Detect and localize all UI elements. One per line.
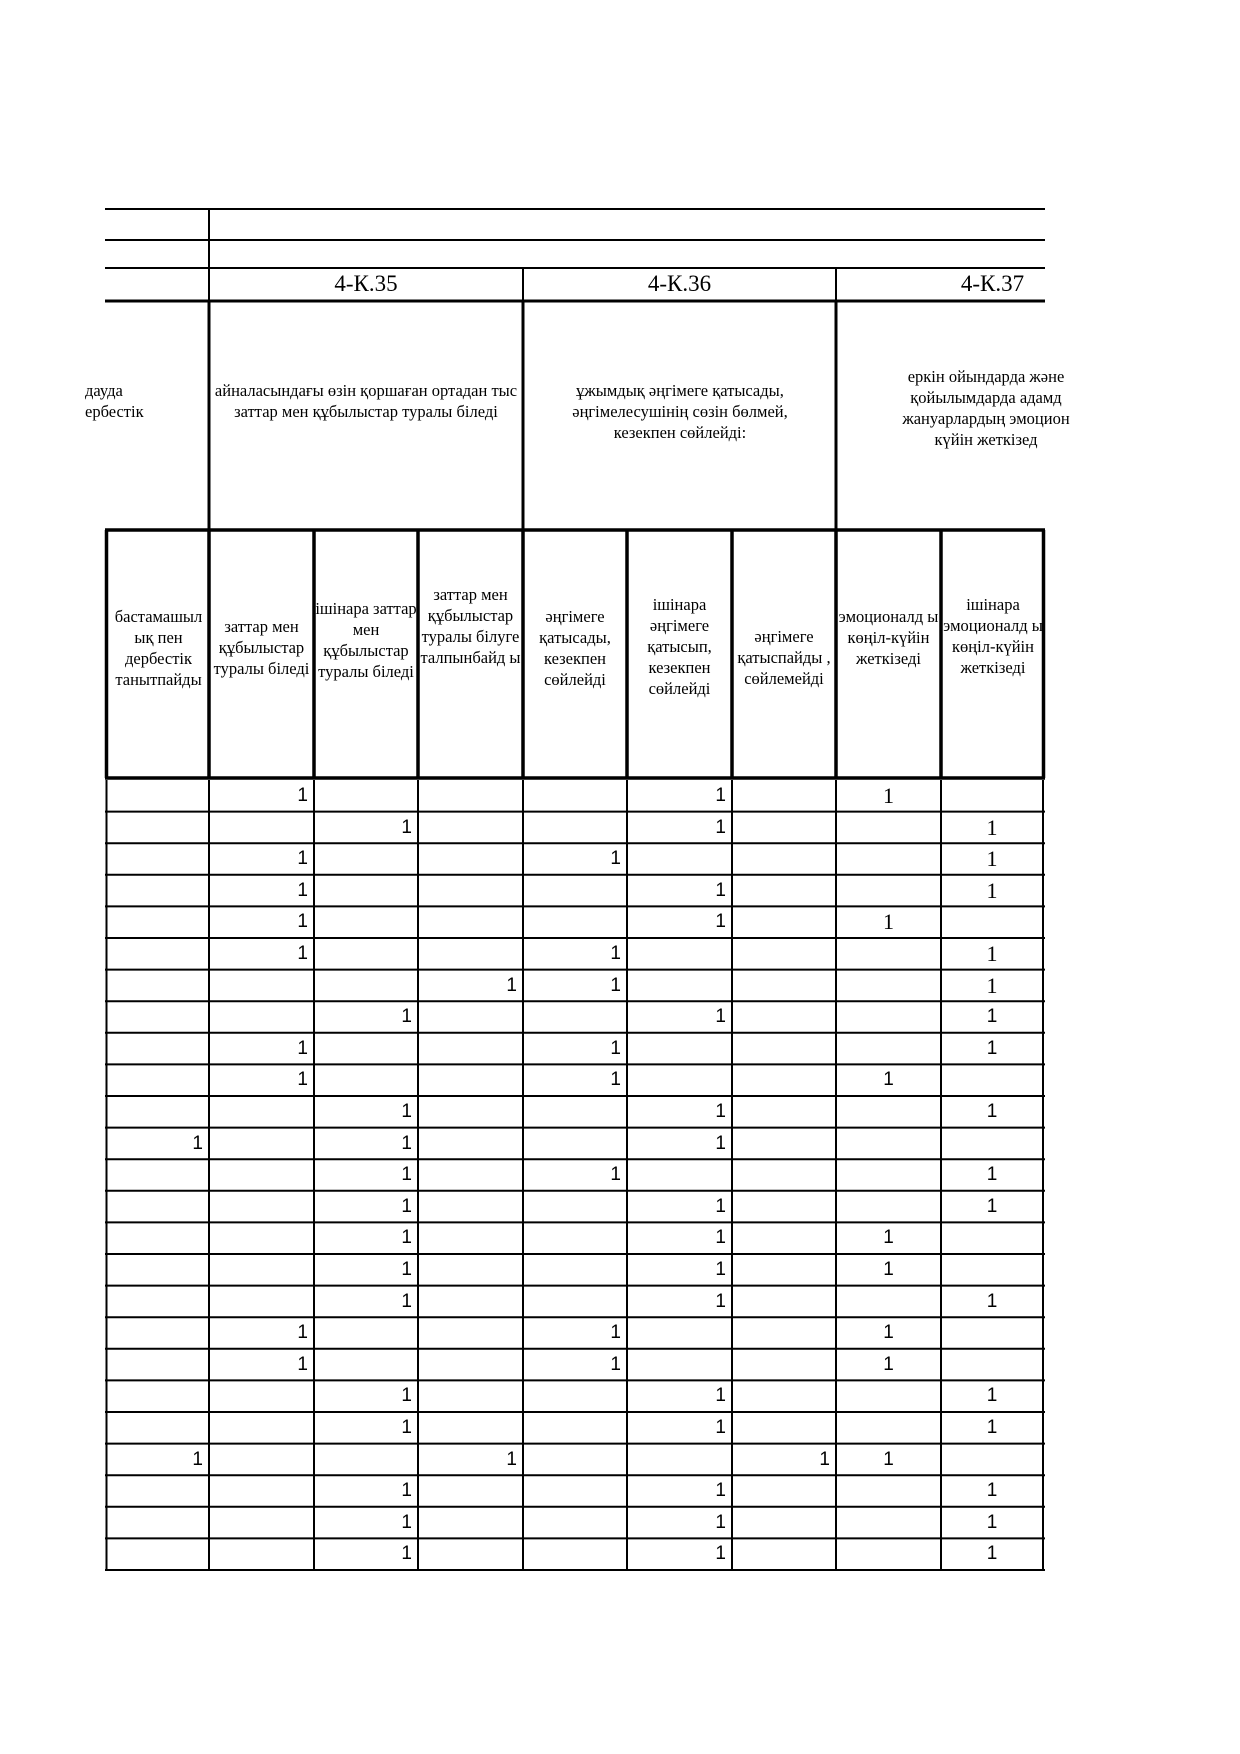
level-label-4: әңгімеге қатысады, кезекпен сөйлейді bbox=[539, 607, 611, 690]
table-cell: 1 bbox=[715, 1417, 726, 1438]
table-cell: 1 bbox=[986, 972, 998, 998]
table-cell: 1 bbox=[401, 1417, 412, 1438]
table-cell: 1 bbox=[506, 1448, 517, 1470]
table-cell: 1 bbox=[297, 879, 308, 901]
table-cell: 1 bbox=[610, 1037, 621, 1059]
level-label-3: заттар мен құбылыстар туралы білуге талпынбайд ы bbox=[420, 585, 521, 668]
table-cell: 1 bbox=[715, 1543, 726, 1565]
table-cell: 1 bbox=[401, 1480, 412, 1502]
table-cell: 1 bbox=[986, 1006, 998, 1028]
table-cell: 1 bbox=[297, 1069, 308, 1091]
table-cell: 1 bbox=[715, 785, 726, 806]
table-cell: 1 bbox=[610, 974, 621, 996]
table-cell: 1 bbox=[297, 1037, 308, 1059]
table-cell: 1 bbox=[986, 1480, 998, 1502]
code-k36: 4-К.36 bbox=[647, 271, 712, 296]
table-cell: 1 bbox=[297, 911, 308, 933]
table-cell: 1 bbox=[883, 909, 894, 935]
code-k35: 4-К.35 bbox=[334, 271, 398, 296]
table-cell: 1 bbox=[297, 1353, 308, 1375]
table-cell: 1 bbox=[715, 1259, 726, 1280]
table-cell: 1 bbox=[883, 1259, 894, 1280]
level-label-5: ішінара әңгімеге қатысып, кезекпен сөйлейді bbox=[647, 595, 712, 699]
level-label-2: ішінара заттар мен құбылыстар туралы біледі bbox=[315, 599, 417, 682]
table-cell: 1 bbox=[297, 848, 308, 870]
criterion-k35: айналасындағы өзін қоршаған ортадан тыс заттар мен құбылыстар туралы біледі bbox=[214, 381, 518, 422]
table-cell: 1 bbox=[986, 941, 998, 966]
level-label-6: әңгімеге қатыспайды , сөйлемейді bbox=[737, 627, 831, 689]
table-cell: 1 bbox=[883, 1353, 894, 1375]
code-k37: 4-К.37 bbox=[960, 271, 1025, 296]
table-cell: 1 bbox=[715, 879, 726, 901]
table-cell: 1 bbox=[297, 943, 308, 964]
criterion-k37: еркін ойындарда және қойылымдарда адамд жануарлардың эмоцион күйін жеткізед bbox=[902, 367, 1070, 450]
table-cell: 1 bbox=[297, 785, 308, 806]
table-cell: 1 bbox=[715, 911, 726, 933]
table-cell: 1 bbox=[883, 1227, 894, 1249]
table-cell: 1 bbox=[986, 846, 998, 872]
table-cell: 1 bbox=[715, 1290, 726, 1312]
table-cell: 1 bbox=[610, 1164, 621, 1186]
table-cell: 1 bbox=[401, 1385, 412, 1407]
table-cell: 1 bbox=[401, 1164, 412, 1186]
table-cell: 1 bbox=[986, 1290, 998, 1312]
table-cell: 1 bbox=[715, 1227, 726, 1249]
table-cell: 1 bbox=[986, 1037, 998, 1059]
table-cell: 1 bbox=[986, 1101, 998, 1122]
level-label-1: заттар мен құбылыстар туралы біледі bbox=[213, 617, 310, 679]
criterion-k36: ұжымдық әңгімеге қатысады, әңгімелесушінің сөзін бөлмей, кезекпен сөйлейді: bbox=[572, 381, 788, 443]
table-cell: 1 bbox=[986, 1511, 998, 1533]
table-cell: 1 bbox=[610, 848, 621, 870]
table-cell: 1 bbox=[506, 974, 517, 996]
table-cell: 1 bbox=[986, 1543, 998, 1565]
assessment-table bbox=[85, 208, 1070, 1628]
table-cell: 1 bbox=[715, 816, 726, 838]
table-cell: 1 bbox=[401, 1259, 412, 1280]
table-cell: 1 bbox=[401, 1195, 412, 1217]
table-cell: 1 bbox=[192, 1448, 203, 1470]
criterion-partial-left: дауда ербестік bbox=[85, 381, 144, 422]
table-cell: 1 bbox=[297, 1322, 308, 1344]
level-label-8: ішінара эмоционалд ы көңіл-күйін жеткізеді bbox=[943, 595, 1043, 678]
table-cell: 1 bbox=[192, 1132, 203, 1154]
table-cell: 1 bbox=[715, 1132, 726, 1154]
table-cell: 1 bbox=[610, 1069, 621, 1091]
table-cell: 1 bbox=[610, 943, 621, 964]
table-cell: 1 bbox=[715, 1101, 726, 1122]
table-cell: 1 bbox=[401, 1101, 412, 1122]
table-cell: 1 bbox=[715, 1480, 726, 1502]
level-label-0: бастамашыл ық пен дербестік танытпайды bbox=[114, 607, 203, 690]
table-cell: 1 bbox=[986, 1385, 998, 1407]
table-cell: 1 bbox=[883, 783, 894, 808]
table-cell: 1 bbox=[986, 1195, 998, 1217]
table-cell: 1 bbox=[401, 1006, 412, 1028]
table-cell: 1 bbox=[715, 1195, 726, 1217]
table-cell: 1 bbox=[986, 814, 998, 840]
table-cell: 1 bbox=[715, 1511, 726, 1533]
table-cell: 1 bbox=[401, 816, 412, 838]
table-cell: 1 bbox=[715, 1006, 726, 1028]
table-cell: 1 bbox=[401, 1227, 412, 1249]
table-cell: 1 bbox=[986, 877, 998, 903]
table-cell: 1 bbox=[883, 1069, 894, 1091]
table-cell: 1 bbox=[986, 1164, 998, 1186]
table-cell: 1 bbox=[401, 1132, 412, 1154]
table-cell: 1 bbox=[819, 1448, 830, 1470]
table-cell: 1 bbox=[401, 1511, 412, 1533]
table-cell: 1 bbox=[610, 1353, 621, 1375]
table-cell: 1 bbox=[610, 1322, 621, 1344]
table-cell: 1 bbox=[715, 1385, 726, 1407]
table-cell: 1 bbox=[401, 1543, 412, 1565]
table-cell: 1 bbox=[883, 1448, 894, 1470]
level-label-7: эмоционалд ы көңіл-күйін жеткізеді bbox=[838, 607, 939, 669]
table-cell: 1 bbox=[401, 1290, 412, 1312]
table-cell: 1 bbox=[986, 1417, 998, 1438]
table-cell: 1 bbox=[883, 1322, 894, 1344]
